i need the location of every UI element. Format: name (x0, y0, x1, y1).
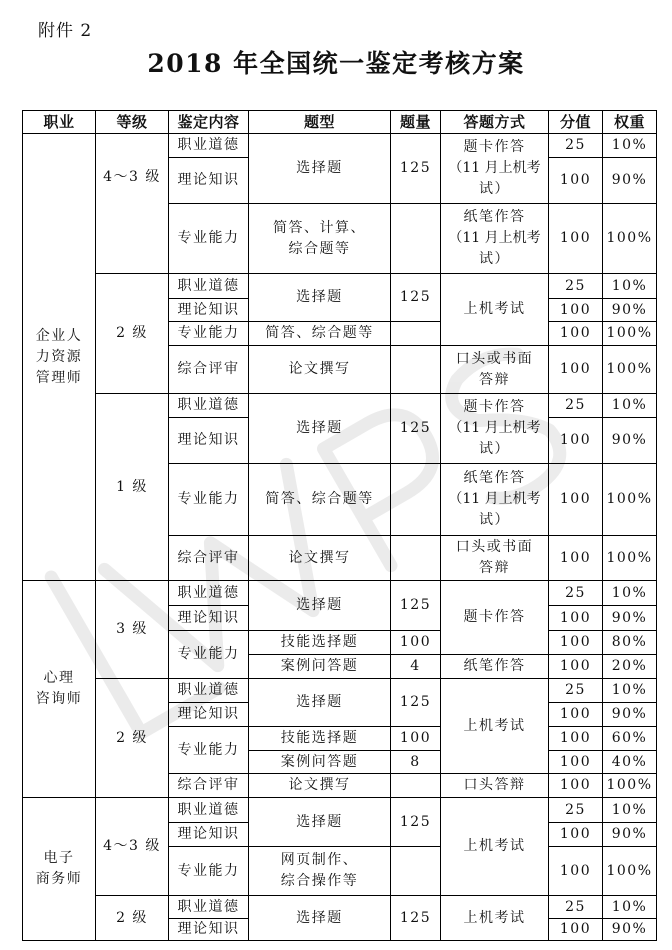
weight-cell: 100% (603, 847, 657, 896)
header-occupation: 职业 (23, 111, 96, 134)
occupation-cell-psychological-counselor (23, 581, 96, 798)
type-cell: 选择题 (249, 679, 391, 727)
occupation-name-line: 企业人 (35, 327, 83, 344)
count-cell (391, 774, 441, 798)
count-cell: 4 (391, 655, 441, 679)
type-cell: 选择题 (249, 134, 391, 204)
score-cell: 100 (549, 751, 603, 774)
content-cell: 职业道德 (169, 798, 249, 823)
table-row (23, 679, 657, 703)
type-cell: 技能选择题 (249, 727, 391, 751)
count-cell: 125 (391, 896, 441, 941)
count-cell: 125 (391, 798, 441, 847)
score-cell: 100 (549, 919, 603, 941)
occupation-name-line: 力资源 (35, 348, 83, 365)
content-cell: 综合评审 (169, 346, 249, 394)
type-cell: 技能选择题 (249, 631, 391, 655)
weight-cell: 40% (603, 751, 657, 774)
weight-cell: 100% (603, 464, 657, 536)
answer-line: 题卡作答 (463, 139, 526, 155)
score-cell: 100 (549, 774, 603, 798)
answer-line: （11 月上机考 (448, 230, 541, 246)
content-cell: 理论知识 (169, 299, 249, 322)
weight-cell: 100% (603, 536, 657, 581)
answer-method-cell (441, 464, 549, 536)
count-cell (391, 536, 441, 581)
weight-cell: 10% (603, 581, 657, 606)
answer-line: （11 月上机考 (448, 491, 541, 507)
type-cell: 选择题 (249, 581, 391, 631)
score-cell: 100 (549, 204, 603, 274)
occupation-cell-e-commerce (23, 798, 96, 941)
content-cell: 专业能力 (169, 631, 249, 679)
answer-method-cell (441, 346, 549, 394)
content-cell: 职业道德 (169, 679, 249, 703)
score-cell: 100 (549, 703, 603, 727)
answer-line: （11 月上机考 (448, 160, 541, 176)
answer-method-cell: 纸笔作答 (441, 655, 549, 679)
score-cell: 25 (549, 679, 603, 703)
type-cell: 案例问答题 (249, 655, 391, 679)
answer-method-cell: 上机考试 (441, 274, 549, 346)
weight-cell: 90% (603, 158, 657, 204)
score-cell: 25 (549, 581, 603, 606)
score-cell: 100 (549, 606, 603, 631)
count-cell (391, 847, 441, 896)
answer-line: 答辩 (479, 371, 510, 388)
content-cell: 职业道德 (169, 896, 249, 919)
type-line: 综合操作等 (280, 873, 359, 889)
occupation-name-line: 商务师 (35, 871, 83, 887)
header-answer-method: 答题方式 (441, 111, 549, 134)
type-line: 简答、计算、 (273, 219, 366, 236)
header-question-count: 题量 (391, 111, 441, 134)
score-cell: 100 (549, 158, 603, 204)
count-cell: 125 (391, 134, 441, 204)
table-row (23, 134, 657, 158)
weight-cell: 100% (603, 322, 657, 346)
table-row (23, 394, 657, 418)
weight-cell: 10% (603, 896, 657, 919)
content-cell: 专业能力 (169, 847, 249, 896)
table-row (23, 274, 657, 299)
table-row (23, 581, 657, 606)
content-cell: 理论知识 (169, 418, 249, 464)
score-cell: 100 (549, 655, 603, 679)
page-title: 2018 年全国统一鉴定考核方案 (147, 49, 525, 78)
answer-line: 口头或书面 (455, 539, 534, 555)
score-cell: 100 (549, 631, 603, 655)
count-cell: 100 (391, 727, 441, 751)
content-cell: 职业道德 (169, 394, 249, 418)
level-cell: 2 级 (96, 679, 169, 798)
table-row (23, 896, 657, 919)
score-cell: 25 (549, 896, 603, 919)
count-cell: 125 (391, 274, 441, 322)
occupation-name-line: 电子 (43, 850, 75, 866)
type-cell: 选择题 (249, 896, 391, 941)
occupation-cell-hr-manager (23, 134, 96, 581)
content-cell: 专业能力 (169, 464, 249, 536)
score-cell: 100 (549, 536, 603, 581)
count-cell: 100 (391, 631, 441, 655)
content-cell: 职业道德 (169, 274, 249, 299)
count-cell (391, 204, 441, 274)
weight-cell: 100% (603, 774, 657, 798)
level-cell: 4～3 级 (96, 798, 169, 896)
content-cell: 综合评审 (169, 536, 249, 581)
type-cell: 简答、综合题等 (249, 464, 391, 536)
type-cell: 选择题 (249, 274, 391, 322)
answer-line: 纸笔作答 (463, 209, 526, 225)
type-cell: 论文撰写 (249, 774, 391, 798)
header-content: 鉴定内容 (169, 111, 249, 134)
answer-line: 题卡作答 (463, 399, 526, 415)
score-cell: 100 (549, 464, 603, 536)
type-cell: 简答、综合题等 (249, 322, 391, 346)
weight-cell: 90% (603, 823, 657, 847)
type-cell (249, 204, 391, 274)
level-cell: 1 级 (96, 394, 169, 581)
answer-line: 试） (479, 251, 510, 267)
type-line: 综合题等 (288, 240, 351, 257)
content-cell: 理论知识 (169, 823, 249, 847)
type-cell: 选择题 (249, 798, 391, 847)
answer-line: 试） (479, 181, 510, 197)
answer-line: 试） (479, 441, 510, 457)
score-cell: 100 (549, 727, 603, 751)
type-cell: 选择题 (249, 394, 391, 464)
count-cell (391, 322, 441, 346)
content-cell: 专业能力 (169, 727, 249, 774)
weight-cell: 100% (603, 204, 657, 274)
header-score: 分值 (549, 111, 603, 134)
answer-line: 口头或书面 (455, 350, 534, 367)
level-cell: 3 级 (96, 581, 169, 679)
type-cell: 论文撰写 (249, 536, 391, 581)
score-cell: 100 (549, 299, 603, 322)
weight-cell: 10% (603, 134, 657, 158)
occupation-name-line: 咨询师 (35, 691, 83, 707)
table-row (23, 798, 657, 823)
score-cell: 100 (549, 823, 603, 847)
type-cell: 案例问答题 (249, 751, 391, 774)
weight-cell: 10% (603, 798, 657, 823)
count-cell (391, 464, 441, 536)
table-header-row (23, 111, 657, 134)
weight-cell: 90% (603, 418, 657, 464)
occupation-name-line: 管理师 (35, 369, 83, 386)
level-cell: 4～3 级 (96, 134, 169, 274)
content-cell: 理论知识 (169, 606, 249, 631)
weight-cell: 20% (603, 655, 657, 679)
attachment-label: 附件 2 (38, 21, 93, 41)
weight-cell: 100% (603, 346, 657, 394)
weight-cell: 10% (603, 394, 657, 418)
score-cell: 25 (549, 134, 603, 158)
answer-method-cell (441, 394, 549, 464)
content-cell: 专业能力 (169, 204, 249, 274)
answer-method-cell: 上机考试 (441, 679, 549, 774)
answer-method-cell (441, 134, 549, 204)
content-cell: 理论知识 (169, 158, 249, 204)
weight-cell: 90% (603, 299, 657, 322)
score-cell: 100 (549, 418, 603, 464)
answer-method-cell: 上机考试 (441, 798, 549, 896)
header-weight: 权重 (603, 111, 657, 134)
header-level: 等级 (96, 111, 169, 134)
type-line: 网页制作、 (280, 852, 359, 868)
weight-cell: 10% (603, 679, 657, 703)
answer-method-cell (441, 536, 549, 581)
score-cell: 100 (549, 346, 603, 394)
weight-cell: 60% (603, 727, 657, 751)
weight-cell: 90% (603, 703, 657, 727)
content-cell: 职业道德 (169, 581, 249, 606)
count-cell: 125 (391, 394, 441, 464)
content-cell: 专业能力 (169, 322, 249, 346)
weight-cell: 10% (603, 274, 657, 299)
score-cell: 100 (549, 847, 603, 896)
answer-line: 试） (479, 512, 510, 528)
score-cell: 25 (549, 274, 603, 299)
occupation-name-line: 心理 (43, 670, 75, 686)
count-cell (391, 346, 441, 394)
level-cell: 2 级 (96, 274, 169, 394)
answer-method-cell: 题卡作答 (441, 581, 549, 655)
count-cell: 125 (391, 581, 441, 631)
answer-method-cell: 上机考试 (441, 896, 549, 941)
type-cell: 论文撰写 (249, 346, 391, 394)
content-cell: 职业道德 (169, 134, 249, 158)
score-cell: 25 (549, 798, 603, 823)
count-cell: 8 (391, 751, 441, 774)
score-cell: 100 (549, 322, 603, 346)
header-question-type: 题型 (249, 111, 391, 134)
content-cell: 综合评审 (169, 774, 249, 798)
weight-cell: 90% (603, 919, 657, 941)
count-cell: 125 (391, 679, 441, 727)
answer-method-cell (441, 204, 549, 274)
weight-cell: 90% (603, 606, 657, 631)
content-cell: 理论知识 (169, 919, 249, 941)
type-cell (249, 847, 391, 896)
answer-line: 答辩 (479, 560, 510, 576)
weight-cell: 80% (603, 631, 657, 655)
content-cell: 理论知识 (169, 703, 249, 727)
level-cell: 2 级 (96, 896, 169, 941)
answer-line: （11 月上机考 (448, 420, 541, 436)
answer-line: 纸笔作答 (463, 470, 526, 486)
score-cell: 25 (549, 394, 603, 418)
assessment-plan-table (22, 110, 657, 941)
answer-method-cell: 口头答辩 (441, 774, 549, 798)
